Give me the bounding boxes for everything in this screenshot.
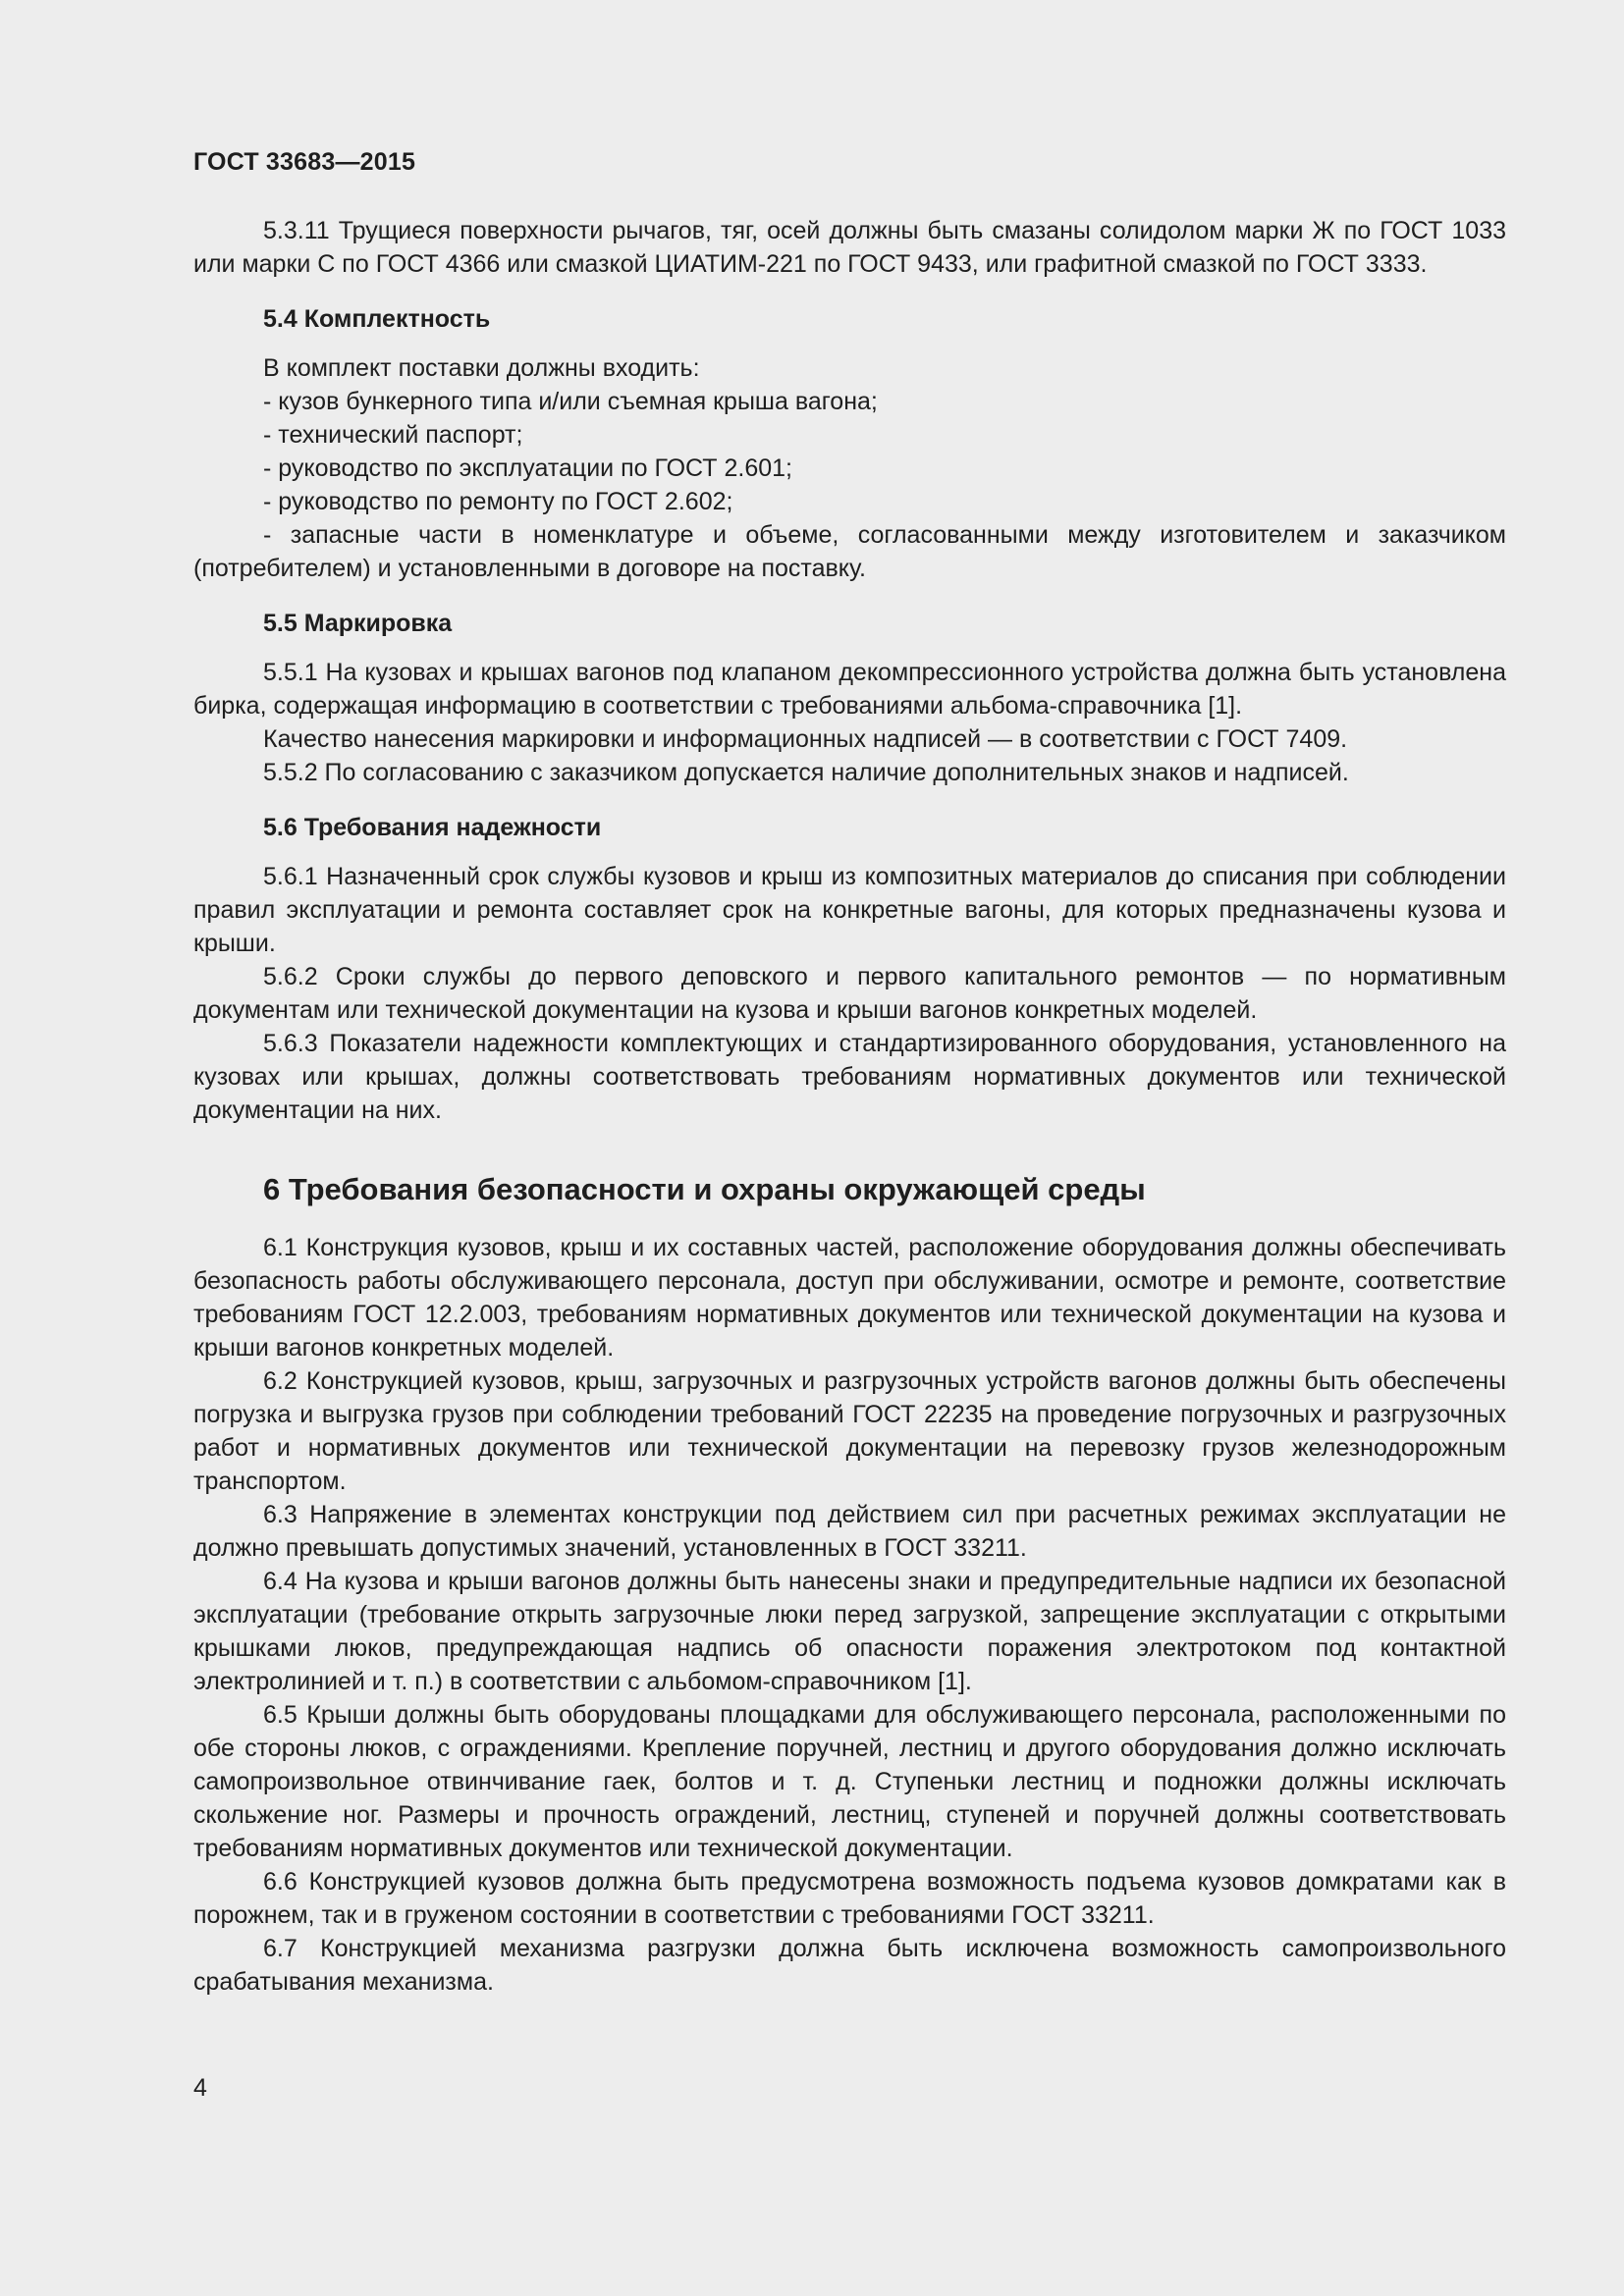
section-5-4-title: 5.4 Комплектность [263,305,491,333]
paragraph-6-3: 6.3 Напряжение в элементах конструкции под действием сил при расчетных режимах эксплуатации не должно превышать допустимых значений, установленных в ГОСТ 33211. [193,1501,1506,1562]
paragraph-6-2: 6.2 Конструкцией кузовов, крыш, загрузочных и разгрузочных устройств вагонов должны быть обеспечены погрузка и выгрузка грузов при соблюдении требований ГОСТ 22235 на проведение погрузочных и разгрузочных работ и нормативных документов или технической документации на перевозку грузов железнодорожным транспортом. [193,1367,1506,1495]
paragraph-6-4: 6.4 На кузова и крыши вагонов должны быть нанесены знаки и предупредительные надписи их безопасной эксплуатации (требование открыть загрузочные люки перед загрузкой, запрещение эксплуатации с открытыми крышками люков, предупреждающая надпись об опасности поражения электротоком под контактной электролинией и т. п.) в соответствии с альбомом-справочником [1]. [193,1568,1506,1695]
paragraph-5-6-1: 5.6.1 Назначенный срок службы кузовов и крыш из композитных материалов до списания при соблюдении правил эксплуатации и ремонта составляет срок на конкретные вагоны, для которых предназначены кузова и крыши. [193,863,1506,957]
section-6-title: 6 Требования безопасности и охраны окружающей среды [263,1172,1146,1206]
list-item: - кузов бункерного типа и/или съемная крыша вагона; [263,388,878,415]
document-header: ГОСТ 33683—2015 [193,148,416,176]
paragraph-6-5: 6.5 Крыши должны быть оборудованы площадками для обслуживающего персонала, расположенными по обе стороны люков, с ограждениями. Крепление поручней, лестниц и другого оборудования должно исключать самопроизвольное отвинчивание гаек, болтов и т. д. Ступеньки лестниц и подножки должны исключать скольжение ног. Размеры и прочность ограждений, лестниц, ступеней и поручней должны соответствовать требованиям нормативных документов или технической документации. [193,1701,1506,1862]
section-5-6-title: 5.6 Требования надежности [263,814,602,841]
paragraph-marking-quality: Качество нанесения маркировки и информационных надписей — в соответствии с ГОСТ 7409. [263,725,1348,753]
paragraph-5-3-11: 5.3.11 Трущиеся поверхности рычагов, тяг, осей должны быть смазаны солидолом марки Ж по ГОСТ 1033 или марки С по ГОСТ 4366 или смазкой ЦИАТИМ-221 по ГОСТ 9433, или графитной смазкой по ГОСТ 3333. [193,217,1506,278]
paragraph-6-7: 6.7 Конструкцией механизма разгрузки должна быть исключена возможность самопроизвольного срабатывания механизма. [193,1935,1506,1996]
section-5-5-title: 5.5 Маркировка [263,610,453,637]
paragraph-5-5-1: 5.5.1 На кузовах и крышах вагонов под клапаном декомпрессионного устройства должна быть установлена бирка, содержащая информацию в соответствии с требованиями альбома-справочника [1]. [193,659,1506,720]
paragraph-6-1: 6.1 Конструкция кузовов, крыш и их составных частей, расположение оборудования должны обеспечивать безопасность работы обслуживающего персонала, доступ при обслуживании, осмотре и ремонте, соответствие требованиям ГОСТ 12.2.003, требованиям нормативных документов или технической документации на кузова и крыши вагонов конкретных моделей. [193,1234,1506,1362]
paragraph-6-6: 6.6 Конструкцией кузовов должна быть предусмотрена возможность подъема кузовов домкратами как в порожнем, так и в груженом состоянии в соответствии с требованиями ГОСТ 33211. [193,1868,1506,1929]
list-item: - запасные части в номенклатуре и объеме, согласованными между изготовителем и заказчиком (потребителем) и установленными в договоре на поставку. [193,521,1506,582]
paragraph-5-6-2: 5.6.2 Сроки службы до первого деповского и первого капитального ремонтов — по нормативным документам или технической документации на кузова и крыши вагонов конкретных моделей. [193,963,1506,1024]
page-number: 4 [193,2074,207,2102]
paragraph-5-5-2: 5.5.2 По согласованию с заказчиком допускается наличие дополнительных знаков и надписей. [263,759,1349,786]
list-item: - руководство по эксплуатации по ГОСТ 2.601; [263,454,793,482]
list-item: - руководство по ремонту по ГОСТ 2.602; [263,488,733,515]
paragraph-5-6-3: 5.6.3 Показатели надежности комплектующих и стандартизированного оборудования, установленного на кузовах или крышах, должны соответствовать требованиям нормативных документов или технической документации на них. [193,1030,1506,1124]
list-item: - технический паспорт; [263,421,523,449]
page-content [193,145,1506,1999]
completeness-intro: В комплект поставки должны входить: [263,354,700,382]
